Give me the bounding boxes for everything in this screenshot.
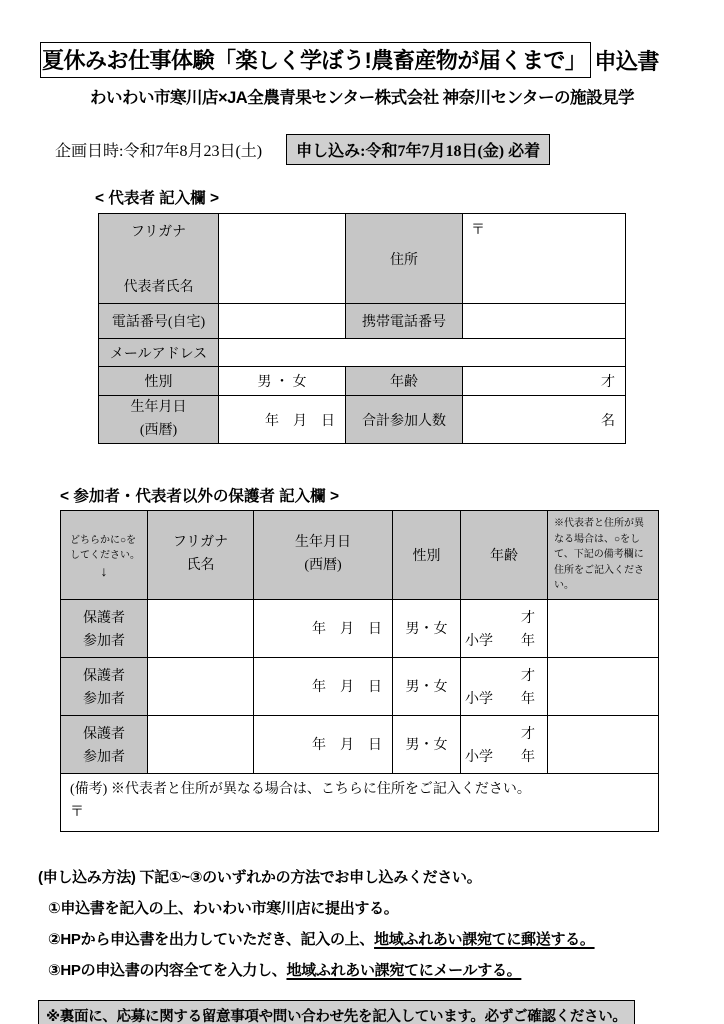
method-item-2 — [48, 928, 724, 949]
address-label: 住所 — [390, 252, 418, 268]
age-unit-label: 才 — [521, 726, 535, 742]
representative-section-heading: < 代表者 記入欄 > — [95, 190, 220, 207]
home-phone-input-cell[interactable] — [219, 304, 346, 339]
form-title-suffix: 申込書 — [594, 48, 659, 74]
guardian-age-header: 年齢 — [490, 548, 518, 564]
method-item-1 — [48, 897, 724, 918]
guardian-table — [60, 510, 659, 832]
guardian-gender-header: 性別 — [412, 548, 441, 564]
birthdate-label-line2: (西暦) — [139, 422, 178, 438]
grade-format-label: 小学 年 — [465, 691, 535, 707]
gender-options-label: 男・女 — [405, 622, 448, 637]
guardian-section-heading: < 参加者・代表者以外の保護者 記入欄 > — [60, 488, 340, 505]
birthdate-label-line1: 生年月日 — [130, 400, 187, 416]
email-label-cell — [99, 339, 219, 367]
age-input-cell-3[interactable] — [461, 715, 548, 773]
total-participants-label-cell — [346, 396, 463, 444]
home-phone-label: 電話番号(自宅) — [111, 315, 206, 330]
circle-instruction-header-cell — [61, 511, 148, 600]
email-input-cell[interactable] — [219, 339, 626, 367]
birthdate-header-cell — [254, 511, 393, 600]
birthdate-input-cell[interactable] — [219, 396, 346, 444]
gender-options-label: 男・女 — [405, 680, 448, 695]
address-input-cell[interactable] — [463, 214, 626, 304]
application-deadline-badge: 申し込み:令和7年7月18日(金) 必着 — [286, 134, 550, 165]
gender-select-cell-3[interactable] — [393, 715, 461, 773]
remarks-input-cell-2[interactable] — [548, 657, 659, 715]
gender-select-cell-1[interactable] — [393, 599, 461, 657]
furigana-label: フリガナ — [130, 225, 187, 240]
birthdate-input-cell-1[interactable] — [254, 599, 393, 657]
guardian-option-label: 保護者 — [83, 726, 125, 742]
method-item-1-text: ①申込書を記入の上、わいわい市寒川店に提出する。 — [48, 899, 399, 917]
birthdate-format-label: 年 月 日 — [312, 738, 382, 753]
age-input-cell-1[interactable] — [461, 599, 548, 657]
remarks-input-cell-1[interactable] — [548, 599, 659, 657]
birthdate-input-cell-2[interactable] — [254, 657, 393, 715]
method-item-2-text: ②HPから申込書を出力していただき、記入の上、 — [48, 930, 375, 948]
form-title-boxed: 夏休みお仕事体験「楽しく学ぼう!農畜産物が届くまで」 — [40, 42, 591, 78]
representative-table — [98, 213, 626, 444]
grade-format-label: 小学 年 — [465, 749, 535, 765]
backside-note-box: ※裏面に、応募に関する留意事項や問い合わせ先を記入しています。必ずご確認ください。 — [38, 1000, 635, 1024]
gender-header-cell — [393, 511, 461, 600]
birthdate-format-label: 年 月 日 — [312, 622, 382, 637]
down-arrow-icon: ↓ — [100, 565, 108, 581]
name-input-cell-1[interactable] — [148, 599, 254, 657]
guardian-option-label: 保護者 — [83, 668, 125, 684]
furigana-name-header-cell — [148, 511, 254, 600]
form-subtitle: わいわい市寒川店×JA全農青果センター株式会社 神奈川センターの施設見学 — [90, 89, 634, 107]
home-phone-label-cell — [99, 304, 219, 339]
methods-intro: (申し込み方法) 下記①~③のいずれかの方法でお申し込みください。 — [38, 868, 482, 886]
mobile-phone-label: 携帯電話番号 — [362, 315, 446, 330]
method-item-2-underlined: 地域ふれあい課宛てに郵送する。 — [374, 930, 595, 948]
total-participants-input-cell[interactable] — [463, 396, 626, 444]
name-input-cell-3[interactable] — [148, 715, 254, 773]
furigana-name-label-cell — [99, 214, 219, 304]
name-input-cell-2[interactable] — [148, 657, 254, 715]
address-label-cell — [346, 214, 463, 304]
gender-select-cell-2[interactable] — [393, 657, 461, 715]
remarks-address-cell[interactable] — [61, 773, 659, 831]
representative-name-label: 代表者氏名 — [123, 280, 194, 295]
participant-option-label: 参加者 — [83, 749, 125, 765]
guardian-option-label: 保護者 — [83, 610, 125, 626]
guardian-furigana-header: フリガナ — [172, 535, 229, 551]
total-participants-label: 合計参加人数 — [362, 413, 446, 429]
birthdate-input-cell-3[interactable] — [254, 715, 393, 773]
postal-mark: 〒 — [471, 223, 485, 238]
age-input-cell-2[interactable] — [461, 657, 548, 715]
event-datetime-label: 企画日時:令和7年8月23日(土) — [55, 143, 263, 160]
address-note-text: ※代表者と住所が異なる場合は、○をして、下記の備考欄に住所をご記入ください。 — [554, 518, 644, 591]
age-label: 年齢 — [390, 375, 418, 390]
gender-options-label: 男 ・ 女 — [257, 375, 307, 390]
application-methods — [38, 866, 724, 980]
age-unit-label: 才 — [601, 375, 615, 390]
email-label: メールアドレス — [109, 346, 208, 362]
remarks-note-label: (備考) ※代表者と住所が異なる場合は、こちらに住所をご記入ください。 — [70, 781, 531, 797]
age-unit-label: 才 — [521, 610, 535, 626]
role-select-cell-1[interactable] — [61, 599, 148, 657]
method-item-3 — [48, 959, 724, 980]
date-row — [55, 134, 724, 165]
gender-label: 性別 — [144, 375, 173, 390]
guardian-birth-header-line1: 生年月日 — [295, 535, 351, 551]
age-header-cell — [461, 511, 548, 600]
gender-options-label: 男・女 — [405, 738, 448, 753]
grade-format-label: 小学 年 — [465, 633, 535, 649]
role-select-cell-2[interactable] — [61, 657, 148, 715]
gender-select-cell[interactable] — [219, 367, 346, 396]
guardian-name-header: 氏名 — [186, 557, 215, 573]
representative-name-input-cell[interactable] — [219, 214, 346, 304]
participant-option-label: 参加者 — [83, 633, 125, 649]
guardian-birth-header-line2: (西暦) — [304, 557, 342, 573]
mobile-phone-label-cell — [346, 304, 463, 339]
mobile-phone-input-cell[interactable] — [463, 304, 626, 339]
total-participants-unit-label: 名 — [601, 413, 615, 429]
remarks-postal-mark: 〒 — [70, 805, 84, 821]
form-title-row — [0, 0, 724, 78]
gender-label-cell — [99, 367, 219, 396]
birthdate-format-label: 年 月 日 — [312, 680, 382, 695]
participant-option-label: 参加者 — [83, 691, 125, 707]
role-select-cell-3[interactable] — [61, 715, 148, 773]
circle-instruction-line1: どちらかに○を — [70, 535, 137, 547]
circle-instruction-line2: してください。 — [70, 550, 140, 562]
age-label-cell — [346, 367, 463, 396]
method-item-3-text: ③HPの申込書の内容全てを入力し、 — [48, 961, 287, 979]
method-item-3-underlined: 地域ふれあい課宛てにメールする。 — [286, 961, 522, 979]
birthdate-format-label: 年 月 日 — [265, 413, 335, 429]
address-note-header-cell — [548, 511, 659, 600]
birthdate-label-cell — [99, 396, 219, 444]
age-input-cell[interactable] — [463, 367, 626, 396]
age-unit-label: 才 — [521, 668, 535, 684]
remarks-input-cell-3[interactable] — [548, 715, 659, 773]
